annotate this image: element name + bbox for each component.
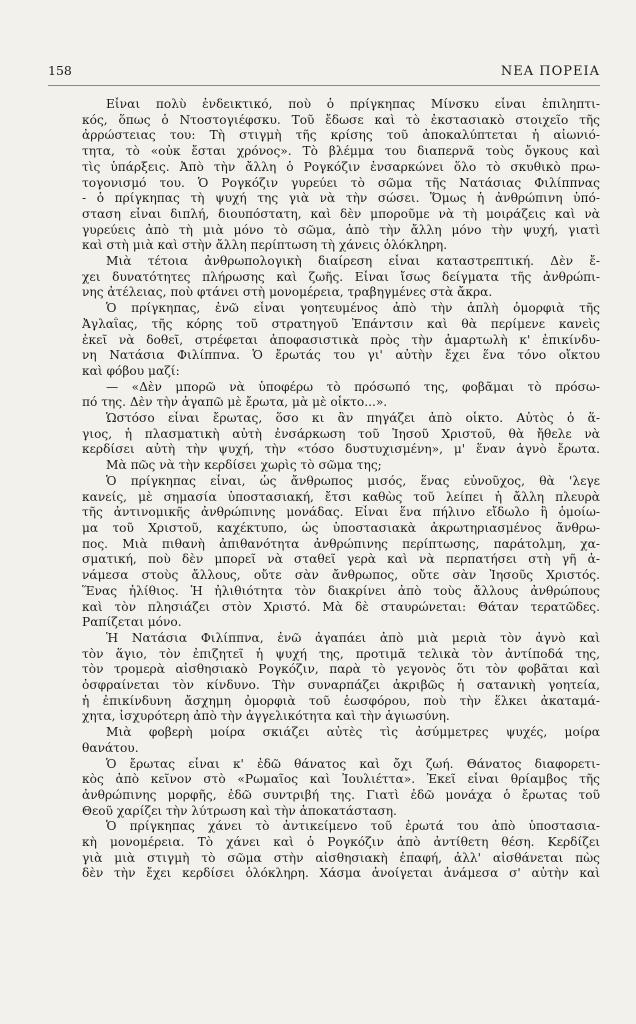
text-line: θανάτου. bbox=[82, 740, 139, 755]
text-line: χητα, ἰσχυρότερη ἀπὸ τὴν ἀγγελικότητα καὶ τὴν ἁγιωσύνη. bbox=[82, 709, 450, 724]
text-line: νάμεσα στοὺς ἄλλους, οὔτε σὰν ἄνθρωπος, οὔτε σὰν Ἰησοῦς Χριστός. bbox=[82, 568, 600, 583]
text-line: τῆς ἀντινομικῆς ἀνθρώπινης μονάδας. Εἶναι ἕνα πήλινο εἴδωλο ἢ ὁμοίω- bbox=[82, 505, 600, 520]
text-line: — «Δὲν μπορῶ νὰ ὑποφέρω τὸ πρόσωπό της, φοβᾶμαι τὸ πρόσω- bbox=[106, 379, 600, 394]
text-line: Ραπίζεται μόνο. bbox=[82, 615, 182, 630]
text-line: γυρεύεις ἀπὸ τὴ μιὰ μόνο τὸ σῶμα, ἀπὸ τὴν ἄλλη μόνο τὴν ψυχή, γιατὶ bbox=[82, 222, 600, 237]
text-line: Εἶναι πολὺ ἐνδεικτικό, ποὺ ὁ πρίγκηπας Μίνσκυ εἶναι ἐπιληπτι- bbox=[106, 97, 600, 111]
text-line: τὶς ὑπάρξεις. Ἀπὸ τὴν ἄλλη ὁ Ρογκόζιν ἐνσαρκώνει ὅλο τὸ σκυθικὸ πρω- bbox=[82, 159, 600, 174]
page-header bbox=[48, 63, 600, 79]
text-line: κανείς, μὲ σημασία ὑποστασιακή, ἔτσι καθὼς τοῦ λείπει ἡ ἄλλη πλευρὰ bbox=[82, 489, 600, 504]
text-line: ὀσφραίνεται τὸν κίνδυνο. Τὴν συναρπάζει ἀκριβῶς ἡ σατανικὴ γοητεία, bbox=[82, 678, 600, 693]
text-line: Ὁ πρίγκηπας εἶναι, ὡς ἄνθρωπος μισός, ἕνας εὐνοῦχος, θὰ 'λεγε bbox=[106, 473, 600, 488]
text-line: ἡ ἐπικίνδυνη ἄσχημη ὀμορφιὰ τοῦ ἑωσφόρου, ποὺ τὴν ἕλκει ἀκαταμά- bbox=[82, 693, 600, 708]
text-line: καὶ φόβου μαζί: bbox=[82, 363, 180, 378]
text-line: τὸν ἅγιο, τὸν ἐπιζητεῖ ἡ ψυχή της, προτιμᾶ τελικὰ τὸν ἀντίποδά της, bbox=[82, 646, 600, 661]
page-number: 158 bbox=[48, 63, 72, 78]
text-line: Μὰ πῶς νὰ τὴν κερδίσει χωρὶς τὸ σῶμα της; bbox=[106, 458, 382, 473]
running-title: ΝΕΑ ΠΟΡΕΙΑ bbox=[500, 64, 600, 79]
text-line: τὸν τρομερὰ αἰσθησιακὸ Ρογκόζιν, παρὰ τὸ γεγονὸς ὅτι τὸν φοβᾶται καὶ bbox=[82, 662, 600, 677]
text-line: πος. Μιὰ πιθανὴ ἀπιθανότητα ἀνθρώπινης περίπτωσης, παράτολμη, χα- bbox=[82, 536, 600, 551]
text-line: νη Νατάσια Φιλίππνα. Ὁ ἔρωτάς του γι' αὐτὴν ἔχει ἕνα τόνο οἴκτου bbox=[82, 348, 600, 363]
text-line: γιος, ἡ πλασματικὴ αὐτὴ ἐνσάρκωση τοῦ Ἰησοῦ Χριστοῦ, θὰ ἤθελε νὰ bbox=[82, 426, 600, 441]
text-line: Ἀγλαΐας, τῆς κόρης τοῦ στρατηγοῦ Ἐπάντσιν καὶ θὰ περίμενε κανεὶς bbox=[82, 316, 600, 331]
text-line: γιὰ μιὰ στιγμὴ τὸ σῶμα στὴν αἰσθησιακὴ ἐπαφή, ἀλλ' αἰσθάνεται πὼς bbox=[82, 850, 600, 865]
text-line: πό της. Δὲν τὴν ἀγαπῶ μὲ ἔρωτα, μὰ μὲ οἶκτο...». bbox=[82, 395, 388, 410]
text-line: Ὁ ἔρωτας εἶναι κ' ἐδῶ θάνατος καὶ ὄχι ζωή. Θάνατος διαφορετι- bbox=[106, 756, 600, 771]
text-line: κός, ὅπως ὁ Ντοστογιέφσκυ. Τοῦ ἔδωσε καὶ τὸ ἐκστασιακὸ στοιχεῖο τῆς bbox=[82, 112, 600, 127]
text-line: - ὁ πρίγκηπας τὴ ψυχή της γιὰ νὰ τὴν σώσει. Ὅμως ἡ ἀνθρώπινη ὑπό- bbox=[82, 191, 600, 206]
text-line: τητα, τὸ «οὐκ ἔσται χρόνος». Τὸ βλέμμα του διαπερνᾶ τοὺς ὄγκους καὶ bbox=[82, 144, 600, 159]
text-line: Μιὰ φοβερὴ μοίρα σκιάζει αὐτὲς τὶς ἀσύμμετρες ψυχές, μοίρα bbox=[106, 725, 600, 740]
text-line: μα τοῦ Χριστοῦ, καχέκτυπο, ὡς ὑποστασιακὰ ἀκρωτηριασμένος ἄνθρω- bbox=[82, 520, 600, 535]
header-rule bbox=[48, 85, 600, 86]
text-line: κὸς ἀπὸ κεῖνον στὸ «Ρωμαῖος καὶ Ἰουλιέττα». Ἐκεῖ εἶναι θρίαμβος τῆς bbox=[82, 772, 600, 787]
text-line: Ὡστόσο εἶναι ἔρωτας, ὅσο κι ἂν πηγάζει ἀπὸ οἶκτο. Αὐτὸς ὁ ἅ- bbox=[106, 411, 600, 426]
text-line: τογονισμό του. Ὁ Ρογκόζιν γυρεύει τὸ σῶμα τῆς Νατάσιας Φιλίππνας bbox=[82, 175, 600, 190]
text-line: χει δυνατότητες πλήρωσης καὶ ζωῆς. Εἶναι ἴσως δείγματα τῆς ἀνθρώπι- bbox=[82, 269, 600, 284]
text-line: καὶ τὸν πλησιάζει στὸν Χριστό. Μὰ δὲ σταυρώνεται: Θάταν τερατῶδες. bbox=[82, 599, 600, 614]
text-line: Μιὰ τέτοια ἀνθρωπολογικὴ διαίρεση εἶναι καταστρεπτική. Δὲν ἔ- bbox=[106, 254, 600, 269]
text-line: καὶ στὴ μιὰ καὶ στὴν ἄλλη περίπτωση τὴ χάνεις ὁλόκληρη. bbox=[82, 238, 448, 253]
text-line: κὴ μονομέρεια. Τὸ χάνει καὶ ὁ Ρογκόζιν ἀπὸ ἀντίθετη θέση. Κερδίζει bbox=[82, 835, 600, 850]
text-line: Ὁ πρίγκηπας, ἐνῶ εἶναι γοητευμένος ἀπὸ τὴν ἁπλὴ ὀμορφιὰ τῆς bbox=[106, 301, 600, 316]
text-line: Ὁ πρίγκηπας χάνει τὸ ἀντικείμενο τοῦ ἐρωτά του ἀπὸ ὑποστασια- bbox=[106, 819, 600, 834]
text-line: κερδίσει αὐτὴ τὴν ψυχή, τὴν «τόσο δυστυχισμένη», μ' ἕναν ἁγνὸ ἔρωτα. bbox=[82, 442, 600, 457]
text-line: Ἕνας ἠλίθιος. Ἡ ἠλιθιότητα τὸν διακρίνει ἀπὸ τοὺς ἄλλους ἀνθρώπους bbox=[82, 583, 600, 598]
text-line: ἀνθρώπινης μορφῆς, ἐδῶ συντριβή της. Γιατὶ ἐδῶ μονάχα ὁ ἔρωτας τοῦ bbox=[82, 787, 600, 802]
text-line: σταση εἶναι διπλή, διουπόστατη, καὶ δὲν μποροῦμε νὰ τὴ μοιράζεις καὶ νὰ bbox=[82, 206, 600, 221]
text-line: νης ἀτέλειας, ποὺ φτάνει στὴ μονομέρεια, τραβηγμένες στὰ ἄκρα. bbox=[82, 285, 493, 300]
article-body bbox=[82, 97, 600, 882]
text-line: ἐκεῖ νὰ δοθεῖ, στρέφεται ἀποφασιστικὰ πρὸς τὴν ἁμαρτωλὴ κ' ἐπικίνδυ- bbox=[82, 332, 600, 347]
text-line: Θεοῦ χαρίζει τὴν λύτρωση καὶ τὴν ἀποκατάσταση. bbox=[82, 803, 397, 818]
text-line: ἀρρώστειας του: Τὴ στιγμὴ τῆς κρίσης τοῦ ἀποκαλύπτεται ἡ αἰωνιό- bbox=[82, 128, 600, 143]
text-line: σματική, ποὺ δὲν μπορεῖ νὰ σταθεῖ γερὰ καὶ νὰ περπατήσει στὴ γῆ ἀ- bbox=[82, 552, 600, 567]
text-line: Ἡ Νατάσια Φιλίππνα, ἐνῶ ἀγαπάει ἀπὸ μιὰ μεριὰ τὸν ἁγνὸ καὶ bbox=[106, 630, 600, 645]
text-line: δὲν τὴν ἔχει κερδίσει ὁλόκληρη. Χάσμα ἀνοίγεται ἀνάμεσα σ' αὐτὴν καὶ bbox=[82, 866, 600, 881]
